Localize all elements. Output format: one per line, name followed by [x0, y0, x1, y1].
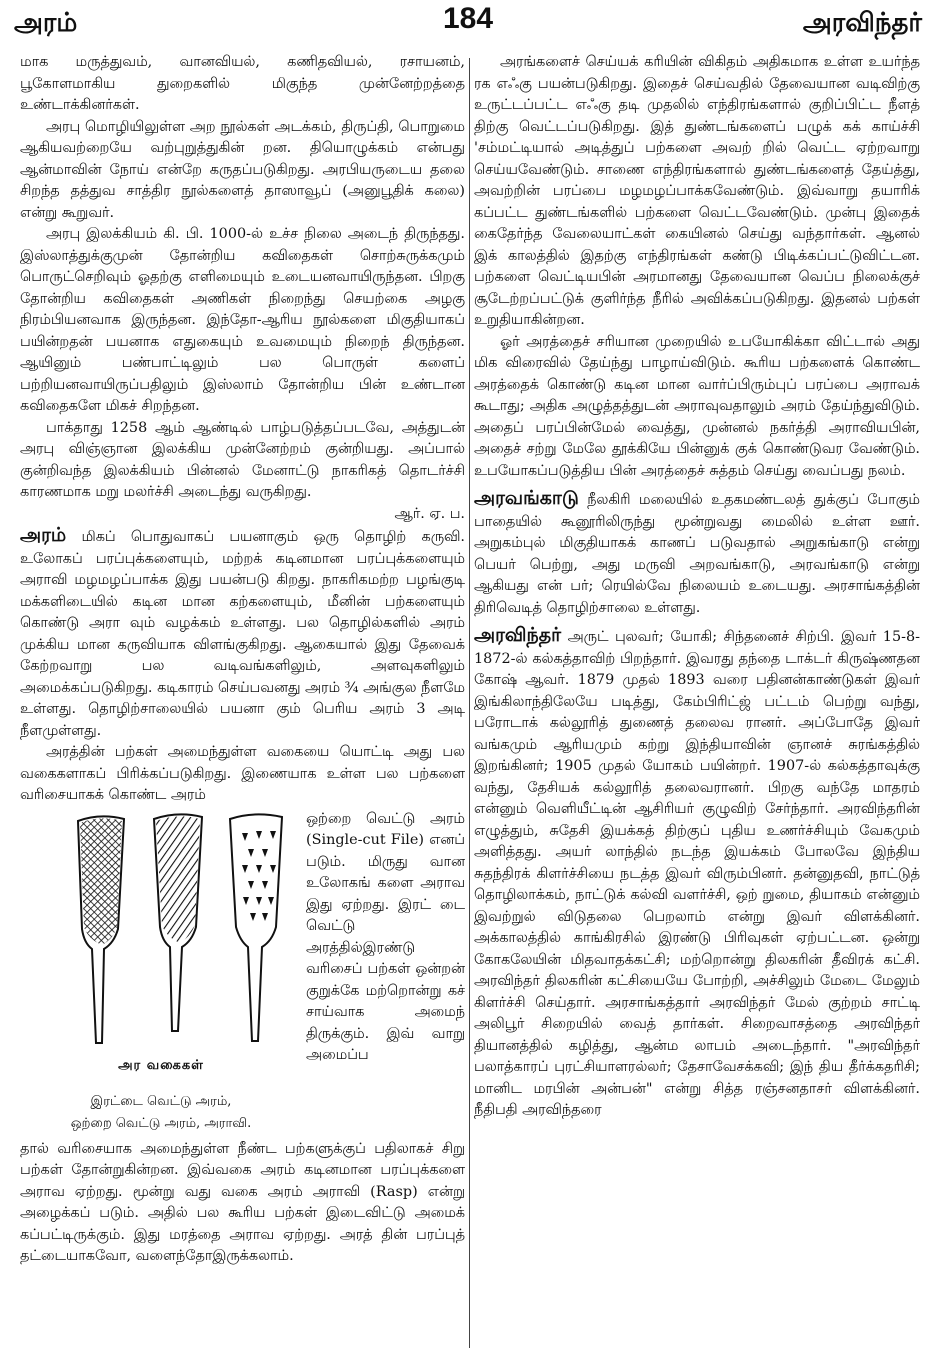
entry-heading: அரவங்காடு [474, 487, 579, 509]
figure-caption [20, 1091, 302, 1135]
left-column [20, 52, 465, 1268]
paragraph: ஓர் அரத்தைச் சரியான முறையில் உபயோகிக்கா விட்டால் அது மிக விரைவில் தேய்ந்து பாழாய்விடும். கூரிய பற்களைக் கொண்ட அரத்தைக் கொண்டு கடின மான வார்ப்பிரும்புப் பரப்பை அராவக் கூடாது; அதிக அழுத்தத்துடன் அராவுவதாலும் அரம் தேய்ந்துவிடும். அதைப் பரப்பின்மேல் வைத்து, முன்னல் நகர்த்தி அராவியபின், அதைச் சற்று மேலே தூக்கியே பின்னுக் குக் கொண்டுவர வேண்டும். உபயோகப்படுத்திய பின் அரத்தைச் சுத்தம் செய்து வைப்பது நலம். [474, 333, 920, 479]
entry-text: அருட் புலவர்; யோகி; சிந்தனைச் சிற்பி. இவர் 15-8-1872-ல் கல்கத்தாவிற் பிறந்தார். இவரது தந்தை டாக்டர் கிருஷ்ணதன கோஷ் ஆவர். 1879 முதல் 1893 வரை பதினன்காண்டுகள் இவர் இங்கிலாந்திலேயே படித்து, கேம்பிரிட்ஜ் பட்டம் பெற்று வந்து, பரோடாக் கல்லூரித் துணைத் தலைவ ரானர். அப்போதே இவர் வங்கமும் ஆரியமும் கற்று இந்தியாவின் ஞானச் சுரங்கத்தில் இறங்கினர்; 1905 முதல் யோகம் பயின்றர். 1907-ல் கல்கத்தாவுக்கு வந்து, தேசியக் கல்லூரித் தலைவரானர். பிறகு வந்தே மாதரம் என்னும் வெளியீட்டின் ஆசிரியர் குழுவிற் சேர்ந்தார். அரவிந்தரின் எழுத்தும், சுதேசி இயக்கத் திற்குப் புதிய உணர்ச்சியும் வேகமும் அளித்தது. அயர் லாந்தில் நடந்த இயக்கம் போலவே இந்திய சுதந்திரக் கிளர்ச்சியை நடத்த இவர் விரும்பினர். தன்னுதவி, நாட்டுத் தொழிலாக்கம், நாட்டுக் கல்வி வளர்ச்சி, ஒற் றுமை, தியாகம் என்னும் இவற்றுல் விடுதலை பெறலாம் என்று இவர் விளக்கினர். அக்காலத்தில் காங்கிரசில் இரண்டு பிரிவுகள் ஏற்பட்டன. ஒன்று கோகலேயின் மிதவாதக்கட்சி; மற்றொன்று திலகரின் தீவிரக் கட்சி. அரவிந்தர் திலகரின் கட்சியையே போற்றி, அச்சிலும் மேடை மேலும் கிளர்ச்சி செய்தார். அரசாங்கத்தார் அரவிந்தர் மேல் குற்றம் சாட்டி அலிபூர் சிறையில் வைத் தார்கள். சிறைவாசத்தை அரவிந்தர் தியானத்தில் கழித்து, ஆன்ம லாபம் அடைந்தார். "அரவிந்தர் பலாத்காரப் புரட்சியாளரல்லர்; தேசாவேசக்கவி; இந் திய தீர்க்கதரிசி; மானிட மரபின் அன்பன்" என்று சித்த ரஞ்சனதாசர் விளக்கினர். நீதிபதி அரவிந்தரை [474, 629, 920, 1118]
paragraph: அரபு மொழியிலுள்ள அற நூல்கள் அடக்கம், திருப்தி, பொறுமை ஆகியவற்றையே வற்புறுத்துகின் றன. தியொழுக்கம் என்பது ஆன்மாவின் நோய் என்றே கருதப்படுகிறது. அரபியருடைய தலை சிறந்த தத்துவ சாத்திர நூல்களைத் தாஸாவூப் (அனுபூதிக் கலை) என்று கூறுவர். [20, 118, 465, 221]
figure-caption-line: ஒற்றை வெட்டு அரம், அராவி. [70, 1115, 252, 1131]
figure-file-types [20, 809, 465, 1139]
entry-aravankadu [474, 488, 920, 619]
running-head-right: அரவிந்தர் [802, 8, 922, 38]
entry-text: நீலகிரி மலையில் உதகமண்டலத் துக்குப் போகும் பாதையில் கூனூரிலிருந்து மூன்றுவது மைலில் உள்ள ஊர். அறுகம்புல் மிகுதியாகக் காணப் படுவதால் அறுகங்காடு என்று பெயர் பெற்று, அது மருவி அறவங்காடு, அரவங்காடு என்று ஆகியது என் பர்; ரெயில்வே நிலையம் உடையது. அரசாங்கத்தின் திரிவெடித் தொழிற்சாலை உள்ளது. [474, 492, 921, 616]
single-cut-file-shape [154, 814, 202, 1031]
figure-side-text: ஒற்றை வெட்டு அரம் (Single-cut File) எனப் படும். மிருது வான உலோகங் களை அராவ இது ஏற்றது. இரட் டை வெட்டு அரத்தில்இரண்டு வரிசைப் பற்கள் ஒன்றன் குறுக்கே மற்றொன்று கச் சாய்வாக அமைந் திருக்கும். இவ் வாறு அமைப்ப [306, 810, 465, 1063]
entry-heading: அரவிந்தர் [474, 624, 562, 646]
paragraph: அரங்களைச் செய்யக் கரியின் விகிதம் அதிகமாக உள்ள உயர்ந்த ரக எஃகு பயன்படுகிறது. இதைச் செய்வதில் தேவையான வடிவிற்கு உருட்டப்பட்ட எஃகு தடி முதலில் எந்திரங்களால் குறிப்பிட்ட நீளத் திற்கு வெட்டப்படுகிறது. இத் துண்டங்களைப் பழுக் கக் காய்ச்சி 'சம்மட்டியால் அடித்துப் பற்களை அவற் றில் வெட்ட ஏற்றவாறு செய்யவேண்டும். சாணை எந்திரங்களால் துண்டங்களைத் தேய்த்து, அவற்றின் பரப்பை மழமழப்பாக்கவேண்டும். இவ்வாறு தயாரிக் கப்பட்ட துண்டங்களில் பற்களை வெட்டவேண்டும். முன்பு இதைக் கைதேர்ந்த வேலையாட்கள் கையினல் செய்து வந்தார்கள். ஆனல் இக் காலத்தில் இதற்கு எந்திரங்கள் கண்டு பிடிக்கப்பட்டுவிட்டன. பற்களை வெட்டியபின் அரமானது தேவையான வெப்ப நிலைக்குச் சூடேற்றப்பட்டுக் குளிர்ந்த நீரில் அவிக்கப்படுகிறது. இதனல் பற்கள் உறுதியாகின்றன. [474, 54, 920, 328]
right-column [474, 52, 920, 1122]
entry-aram [20, 525, 465, 742]
paragraph: அரபு இலக்கியம் கி. பி. 1000-ல் உச்ச நிலை அடைந் திருந்தது. இஸ்லாத்துக்குமுன் தோன்றிய கவிதைகள் சொற்சுருக்கமும் பொருட்செறிவும் ஓதற்கு எளிமையும் உடையனவாயிருந்தன. பிறகு தோன்றிய கவிதைகள் அணிகள் நிறைந்து செயற்கை அழகு நிரம்பியனவாக இருந்தன. இந்தோ-ஆரிய நூல்களை மிகுதியாகப் பயின்றதன் பயனாக எதுகையும் உவமையும் நிறைந் திருந்தன. ஆயினும் பண்பாட்டிலும் பல பொருள் களைப் பற்றியனவாயிருப்பதிலும் இஸ்லாம் தோன்றிய பின் உண்டான கவிதைகளே மிகச் சிறந்தன. [20, 226, 465, 414]
entry-aravindar [474, 625, 920, 1122]
figure-caption-line: இரட்டை வெட்டு அரம், [90, 1093, 232, 1109]
figure-caption-title: அர வகைகள் [118, 1057, 204, 1073]
entry-text: மிகப் பொதுவாகப் பயனாகும் ஒரு தொழிற் கருவி. உலோகப் பரப்புக்களையும், மற்றக் கடினமான பரப்புக்களையும் அராவி மழமழப்பாக்க இது பயன்படு கிறது. நாகரிகமற்ற பழங்குடி மக்களிடையில் கடின மான கற்களையும், மீனின் பற்களையும் கொண்டு அரா வும் வழக்கம் உள்ளது. பல தொழில்களில் அரம் முக்கிய மான கருவியாக விளங்குகிறது. ஆகையால் இது தேவைக் கேற்றவாறு பல வடிவங்களிலும், அளவுகளிலும் அமைக்கப்படுகிறது. கடிகாரம் செய்பவனது அரம் ¾ அங்குல நீளமே உள்ளது. தொழிற்சாலையில் பயனா கும் பெரிய அரம் 3 அடி நீளமுள்ளது. [20, 529, 465, 739]
column-divider [469, 58, 470, 1348]
paragraph: மாக மருத்துவம், வானவியல், கணிதவியல், ரசாயனம், பூகோளமாகிய துறைகளில் மிகுந்த முன்னேற்றத்தை உண்டாக்கினர்கள். [20, 54, 465, 113]
author-initials: ஆர். ஏ. ப. [394, 505, 465, 522]
files-drawing [20, 809, 302, 1049]
paragraph: தால் வரிசையாக அமைந்துள்ள நீண்ட பற்களுக்குப் பதிலாகச் சிறு பற்கள் தோன்றுகின்றன. இவ்வகை அரம் கடினமான பரப்புக்களை அராவ ஏற்றது. மூன்று வது வகை அரம் அராவி (Rasp) என்று அழைக்கப் படும். அதில் பல கூரிய பற்கள் இடைவிட்டு அமைக் கப்பட்டிருக்கும். இது மரத்தை அராவ ஏற்றது. அரத் தின் பரப்புத் தட்டையாகவோ, வளைந்தோஇருக்கலாம். [20, 1140, 465, 1264]
paragraph: அரத்தின் பற்கள் அமைந்துள்ள வகையை யொட்டி அது பல வகைகளாகப் பிரிக்கப்படுகிறது. இணையாக உள்ள பல பற்களை வரிசையாகக் கொண்ட அரம் [20, 744, 465, 803]
double-cut-file-shape [78, 816, 124, 1043]
figure-illustration [20, 809, 302, 1139]
entry-heading: அரம் [20, 524, 67, 546]
page-header [14, 4, 922, 48]
rasp-shape [230, 814, 282, 1041]
page-number: 184 [442, 2, 494, 35]
paragraph: பாக்தாது 1258 ஆம் ஆண்டில் பாழ்படுத்தப்படவே, அத்துடன் அரபு விஞ்ஞான இலக்கிய முன்னேற்றம் குன்றியது. அப்பால் குன்றிவந்த இலக்கியம் பின்னல் மேனாட்டு நாகரிகத் தொடர்ச்சி காரணமாக மறு மலர்ச்சி அடைந்து வருகிறது. [20, 419, 465, 500]
running-head-left: அரம் [14, 8, 78, 38]
